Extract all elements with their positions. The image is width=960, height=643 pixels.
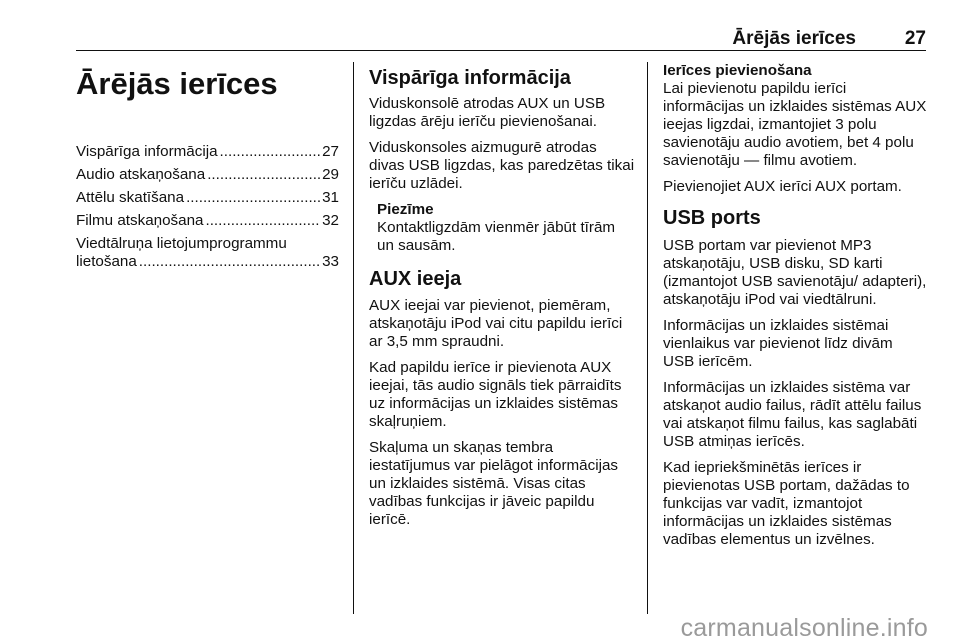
paragraph: USB portam var pievienot MP3 atskaņotāju, USB disku, SD karti (izmantojot USB savienotāju/ adapteri), atskaņotāju iPod vai viedtālruni. [663,237,927,308]
paragraph: Kad iepriekšminētās ierīces ir pievienotas USB portam, dažādas to funkcijas var vadīt, izmantojot informācijas un izklaides sistēmas vadības elementus un izvēlnes. [663,459,910,548]
paragraph: Informācijas un izklaides sistēmai vienlaikus var pievienot līdz divām USB ierīcēm. [663,317,893,370]
toc-entry[interactable] [76,212,339,230]
paragraph: Informācijas un izklaides sistēma var atskaņot audio failus, rādīt attēlu failus vai atskaņot filmu failus, kas saglabāti USB atmiņas ierīcēs. [663,379,922,450]
subheading: Ierīces pievienošana [663,62,812,79]
toc-entry-label-continued: lietošana [76,253,137,270]
toc-entry-label: Audio atskaņošana [76,166,206,183]
column-divider [647,62,648,614]
toc-entry[interactable] [76,235,339,271]
section-heading: AUX ieeja [369,268,462,290]
paragraph [663,62,928,170]
note-title: Piezīme [377,201,434,218]
chapter-title: Ārējās ierīces [76,66,278,101]
column-toc [76,62,339,271]
section-heading: Vispārīga informācija [369,67,571,89]
page-number: 27 [904,28,926,49]
toc-entry-page: 32 [322,212,339,229]
paragraph: Skaļuma un skaņas tembra iestatījumus var pielāgot informācijas un izklaides sistēmā. Visas citas vadības funkcijas ir jāveic papildu ierīcē. [369,439,619,528]
toc-entry-label: Attēlu skatīšana [76,189,185,206]
toc-entry[interactable] [76,189,339,207]
paragraph: Viduskonsoles aizmugurē atrodas divas USB ligzdas, kas paredzētas tikai ierīču uzlādei. [369,139,635,192]
column-usb [663,62,928,557]
watermark: carmanualsonline.info [680,614,928,642]
toc-leader [205,212,320,230]
toc-entry-label: Filmu atskaņošana [76,212,204,229]
toc-entry[interactable] [76,166,339,184]
column-general-info [369,62,635,537]
toc-entry-page: 33 [322,253,339,270]
column-divider [353,62,354,614]
table-of-contents [76,143,339,271]
paragraph: AUX ieejai var pievienot, piemēram, atskaņotāju iPod vai citu papildu ierīci ar 3,5 mm spraudni. [369,297,623,350]
toc-leader [207,166,320,184]
toc-entry-page: 31 [322,189,339,206]
toc-entry-label: Viedtālruņa lietojumprogrammu [76,235,287,252]
toc-entry-page: 29 [322,166,339,183]
toc-leader [139,253,320,271]
toc-entry-page: 27 [322,143,339,160]
toc-entry-label: Vispārīga informācija [76,143,218,160]
paragraph: Kad papildu ierīce ir pievienota AUX ieejai, tās audio signāls tiek pārraidīts uz informācijas un izklaides sistēmas skaļruņiem. [369,359,622,430]
header-rule [76,50,926,51]
paragraph-text: Lai pievienotu papildu ierīci informācijas un izklaides sistēmas AUX ieejas ligzdai, izmantojiet 3 polu savienotāju audio avotiem, bet 4 polu savienotāju — filmu avotiem. [663,80,927,169]
running-title: Ārējās ierīces [732,28,856,49]
note-text: Kontaktligzdām vienmēr jābūt tīrām un sausām. [377,219,616,254]
toc-leader [186,189,320,207]
toc-leader [220,143,321,161]
note-box [377,201,635,255]
paragraph: Pievienojiet AUX ierīci AUX portam. [663,178,902,195]
paragraph: Viduskonsolē atrodas AUX un USB ligzdas ārēju ierīču pievienošanai. [369,95,606,130]
toc-entry[interactable] [76,143,339,161]
page-header [76,28,926,50]
section-heading: USB ports [663,207,761,229]
